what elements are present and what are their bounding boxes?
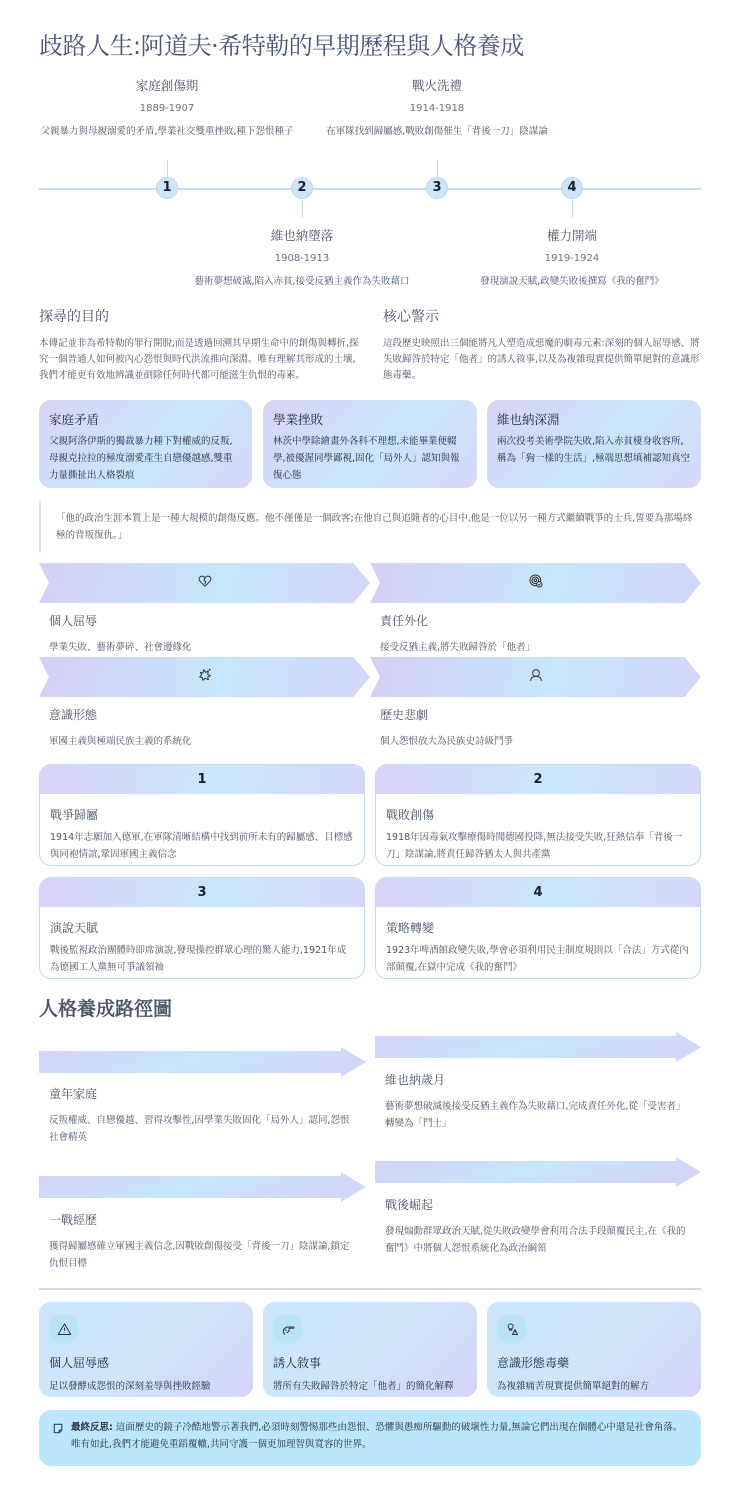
event-title: 家庭創傷期 xyxy=(135,78,199,93)
step-desc: 接受反猶主義,將失敗歸咎於「他者」 xyxy=(380,642,536,653)
event-years: 1889-1907 xyxy=(139,103,195,114)
chevron-label-2 xyxy=(380,612,535,653)
step-title: 責任外化 xyxy=(380,614,429,628)
step-title: 戰後崛起 xyxy=(385,1198,434,1212)
timeline-stem xyxy=(437,160,438,178)
warning-section xyxy=(383,306,701,384)
toxin-card-humiliation xyxy=(39,1302,253,1397)
factor-title: 維也納深淵 xyxy=(497,412,560,427)
event-desc: 藝術夢想破滅,陷入赤貧,接受反猶主義作為失敗藉口 xyxy=(194,276,410,287)
event-years: 1908-1913 xyxy=(274,253,330,264)
final-reflection-label: 最終反思: xyxy=(71,1422,113,1433)
note-icon xyxy=(53,1419,63,1466)
roadmap-arrow-2 xyxy=(375,1032,701,1062)
factor-body: 林茨中學除繪畫外各科不理想,未能畢業便輟學,被優渥同學鄙視,固化「局外人」認知與報復心態 xyxy=(273,436,460,481)
card-title: 演說天賦 xyxy=(50,921,99,935)
purpose-body: 本傳記並非為希特勒的罪行開脫,而是透過回溯其早期生命中的創傷與轉折,探究一個普通人如何被內心怨恨與時代洪流推向深淵。唯有理解其形成的土壤,我們才能更有效地辨識並剷除任何時代都可能滋生仇恨的毒素。 xyxy=(39,338,359,381)
event-years: 1914-1918 xyxy=(409,103,465,114)
toxin-desc: 為複雜痛苦現實提供簡單絕對的解方 xyxy=(497,1381,650,1392)
pointing-hand-icon xyxy=(273,1314,303,1344)
step-title: 維也納歲月 xyxy=(385,1073,446,1087)
step-title: 童年家庭 xyxy=(49,1087,98,1101)
step-desc: 發現煽動群眾政治天賦,從失敗政變學會利用合法手段顛覆民主,在《我的奮鬥》中將個人怨恨系統化為政治綱領 xyxy=(385,1226,686,1254)
numbered-card-1 xyxy=(39,764,365,866)
chevron-step-externalize xyxy=(370,563,701,603)
step-title: 個人屈辱 xyxy=(49,614,98,628)
factor-card-vienna xyxy=(487,400,701,488)
numbered-card-3 xyxy=(39,877,365,979)
toxin-card-ideology xyxy=(487,1302,701,1397)
chevron-step-tragedy xyxy=(370,657,701,697)
toxin-title: 個人屈辱感 xyxy=(49,1356,110,1370)
step-title: 一戰經歷 xyxy=(49,1213,98,1227)
factor-card-family xyxy=(39,400,252,488)
card-body: 1923年啤酒館政變失敗,學會必須利用民主制度規則以「合法」方式從內部顛覆,在獄中完成《我的奮鬥》 xyxy=(386,945,689,973)
chevron-step-ideology xyxy=(39,657,370,697)
roadmap-arrow-4 xyxy=(375,1157,701,1187)
roadmap-arrow-1 xyxy=(39,1047,366,1077)
event-title: 戰火洗禮 xyxy=(411,78,462,93)
card-title: 戰敗創傷 xyxy=(386,808,435,822)
factor-body: 父親阿洛伊斯的獨裁暴力種下對權威的反叛,母親克拉拉的極度溺愛產生自戀優越感,雙重力量撕扯出人格裂痕 xyxy=(49,436,233,481)
card-body: 1918年因毒氣攻擊療傷時聞德國投降,無法接受失敗,狂熱信奉「背後一刀」陰謀論,將責任歸咎猶太人與共產黨 xyxy=(386,832,683,860)
timeline-marker-1[interactable]: 1 xyxy=(156,177,178,199)
timeline-stem xyxy=(302,200,303,218)
event-desc: 父親暴力與母親溺愛的矛盾,學業社交雙重挫敗,種下怨恨種子 xyxy=(40,126,294,137)
roadmap-step-1 xyxy=(49,1085,359,1146)
roadmap-heading: 人格養成路徑圖 xyxy=(39,998,173,1020)
event-years: 1919-1924 xyxy=(544,253,600,264)
timeline-marker-3[interactable]: 3 xyxy=(426,177,448,199)
blockquote: 「他的政治生涯本質上是一種大規模的創傷反應。他不僅僅是一個政客;在他自己與追隨者的心目中,他是一位以另一種方式繼續戰爭的士兵,誓要為那場終極的背叛復仇。」 xyxy=(39,501,701,553)
final-reflection-text xyxy=(71,1419,687,1466)
step-desc: 藝術夢想破滅後接受反猶主義作為失敗藉口,完成責任外化,從「受害者」轉變為「鬥士」 xyxy=(385,1101,686,1129)
timeline-stem xyxy=(572,200,573,218)
card-number: 1 xyxy=(40,765,364,794)
toxin-title: 誘人敘事 xyxy=(273,1356,322,1370)
warning-icon xyxy=(49,1314,79,1344)
step-desc: 獲得歸屬感確立軍國主義信念,因戰敗創傷接受「背後一刀」陰謀論,鎖定仇恨目標 xyxy=(49,1241,350,1269)
step-desc: 反叛權威、自戀優越、習得攻擊性,因學業失敗固化「局外人」認同,怨恨社會精英 xyxy=(49,1115,350,1143)
card-title: 戰爭歸屬 xyxy=(50,808,99,822)
event-desc: 發現演說天賦,政變失敗後撰寫《我的奮鬥》 xyxy=(480,276,664,287)
chevron-label-3 xyxy=(49,706,192,747)
purpose-section xyxy=(39,306,359,384)
target-check-icon xyxy=(528,573,544,593)
timeline-event-2 xyxy=(172,226,432,290)
card-number: 3 xyxy=(40,878,364,907)
broken-heart-icon xyxy=(197,573,213,593)
toxin-desc: 將所有失敗歸咎於特定「他者」的簡化解釋 xyxy=(273,1381,454,1392)
factor-body: 兩次投考美術學院失敗,陷入赤貧棲身收容所,稱為「狗一樣的生活」,極端思想填補認知真空 xyxy=(497,436,691,464)
toxin-desc: 足以發酵成怨恨的深刻羞辱與挫敗經驗 xyxy=(49,1381,211,1392)
timeline-event-1 xyxy=(37,76,297,140)
timeline-axis xyxy=(39,188,701,190)
roadmap-step-3 xyxy=(49,1211,359,1272)
warning-heading: 核心警示 xyxy=(383,309,439,325)
page-title: 歧路人生:阿道夫·希特勒的早期歷程與人格養成 xyxy=(39,32,524,60)
numbered-card-4 xyxy=(375,877,701,979)
factor-card-school xyxy=(263,400,477,488)
final-reflection-callout xyxy=(39,1410,701,1466)
event-title: 權力開端 xyxy=(546,228,597,243)
timeline-stem xyxy=(167,160,168,178)
warning-body: 這段歷史映照出三個能將凡人塑造成惡魔的劇毒元素:深刻的個人屈辱感、將失敗歸咎於特定「他者」的誘人敘事,以及為複雜現實提供簡單絕對的意識形態毒藥。 xyxy=(383,338,700,381)
timeline-event-4 xyxy=(442,226,702,290)
card-body: 戰後監視政治團體時即席演說,發現操控群眾心理的驚人能力,1921年成為德國工人黨無可爭議領袖 xyxy=(50,945,347,973)
toxin-title: 意識形態毒藥 xyxy=(497,1356,570,1370)
factor-title: 家庭矛盾 xyxy=(49,412,100,427)
chevron-label-4 xyxy=(380,706,513,747)
card-body: 1914年志願加入德軍,在軍隊清晰結構中找到前所未有的歸屬感、目標感與同袍情誼,鞏固軍國主義信念 xyxy=(50,832,353,860)
poison-icon xyxy=(497,1314,527,1344)
purpose-heading: 探尋的目的 xyxy=(39,309,109,325)
explosion-icon xyxy=(197,667,213,687)
roadmap-step-2 xyxy=(385,1071,695,1132)
event-desc: 在軍隊找到歸屬感,戰敗創傷催生「背後一刀」陰謀論 xyxy=(326,126,548,137)
step-title: 意識形態 xyxy=(49,708,98,722)
final-reflection-body: 這面歷史的鏡子冷酷地警示著我們,必須時刻警惕那些由怨恨、恐懼與愚痴所驅動的破壞性力量,無論它們出現在個體心中還是社會角落。唯有如此,我們才能避免重蹈覆轍,共同守護一個更加理智與寬容的世界。 xyxy=(71,1422,683,1450)
card-number: 2 xyxy=(376,765,700,794)
timeline-event-3 xyxy=(307,76,567,140)
roadmap-step-4 xyxy=(385,1196,695,1257)
step-desc: 軍國主義與極端民族主義的系統化 xyxy=(49,736,192,747)
chevron-step-humiliation xyxy=(39,563,370,603)
event-title: 維也納墮落 xyxy=(270,228,334,243)
step-title: 歷史悲劇 xyxy=(380,708,429,722)
step-desc: 學業失敗、藝術夢碎、社會邊緣化 xyxy=(49,642,192,653)
card-number: 4 xyxy=(376,878,700,907)
card-title: 策略轉變 xyxy=(386,921,435,935)
numbered-card-2 xyxy=(375,764,701,866)
timeline-marker-2[interactable]: 2 xyxy=(291,177,313,199)
step-desc: 個人怨恨放大為民族史詩級鬥爭 xyxy=(380,736,514,747)
user-icon xyxy=(528,667,544,687)
section-divider xyxy=(39,1288,701,1290)
toxin-card-narrative xyxy=(263,1302,477,1397)
roadmap-arrow-3 xyxy=(39,1172,366,1202)
timeline-marker-4[interactable]: 4 xyxy=(561,177,583,199)
chevron-label-1 xyxy=(49,612,192,653)
factor-title: 學業挫敗 xyxy=(273,412,324,427)
